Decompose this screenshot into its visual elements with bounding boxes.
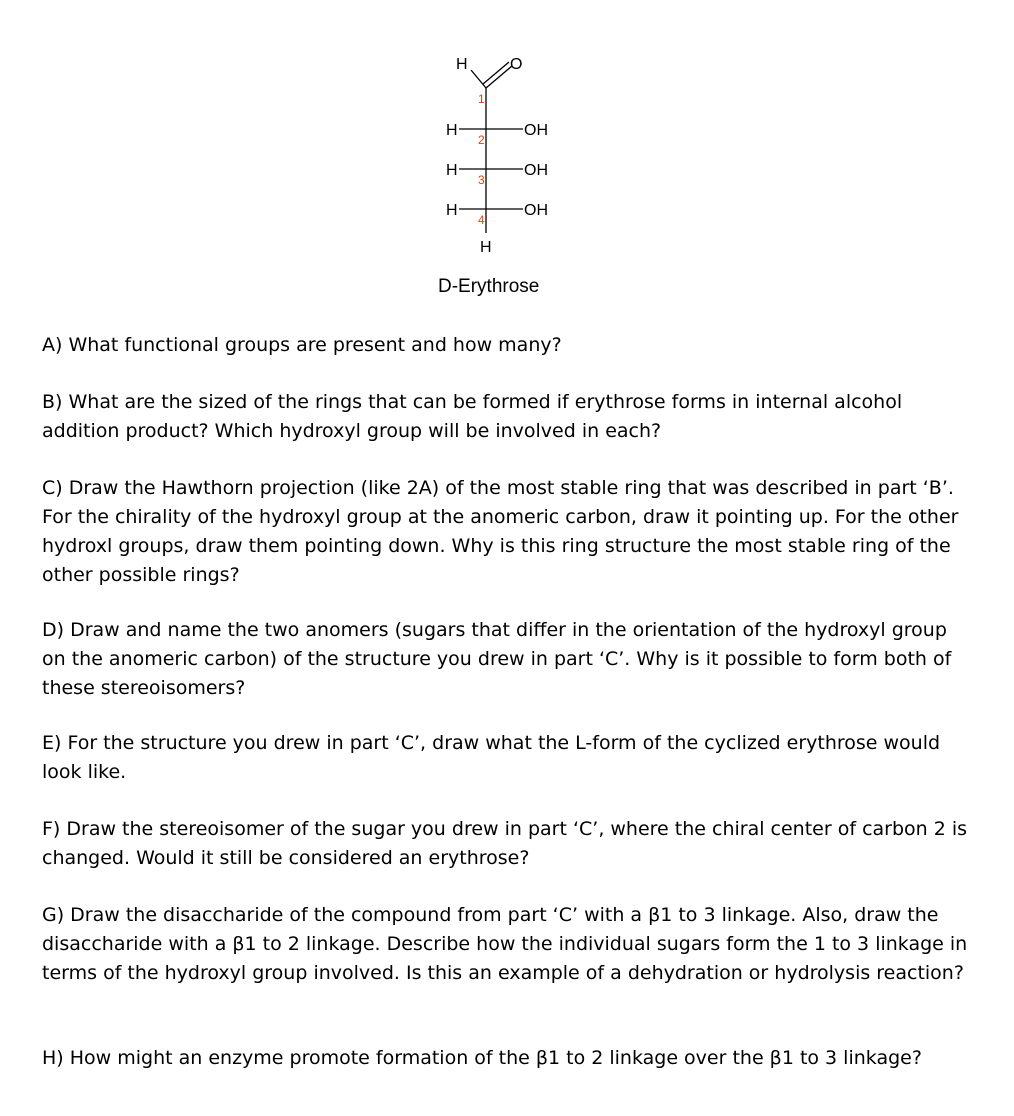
structure-bonds: [459, 62, 523, 233]
c4-h-label: H: [446, 202, 458, 219]
carbon-number-4: 4: [478, 213, 485, 227]
carbon-number-2: 2: [478, 133, 485, 147]
question-h: H) How might an enzyme promote formation of the β1 to 2 linkage over the β1 to 3 linkage?: [42, 1047, 922, 1069]
carbon-number-3: 3: [478, 173, 485, 187]
question-d: D) Draw and name the two anomers (sugars that differ in the orientation of the hydroxyl group on the anomeric carbon) of the structure you drew in part ‘C’. Why is it possible to form both of these stereoisomers?: [42, 619, 952, 699]
c2-h-label: H: [446, 122, 458, 139]
carbon-number-1: 1: [478, 92, 485, 106]
aldehyde-h-label: H: [456, 56, 468, 73]
question-g: G) Draw the disaccharide of the compound from part ‘C’ with a β1 to 3 linkage. Also, draw the disaccharide with a β1 to 2 linkage. Describe how the individual sugars form the 1 to 3 linkage in terms of the hydroxyl group involved. Is this an example of a dehydration or hydrolysis reaction?: [42, 904, 968, 984]
bottom-h-label: H: [480, 239, 492, 256]
aldehyde-o-label: O: [510, 56, 523, 73]
bond-c1-h: [471, 70, 486, 88]
erythrose-fischer-projection: [0, 0, 600, 270]
c2-oh-label: OH: [524, 122, 548, 139]
question-b: B) What are the sized of the rings that can be formed if erythrose forms in internal alcohol addition product? Which hydroxyl group will be involved in each?: [42, 391, 903, 442]
c3-oh-label: OH: [524, 162, 548, 179]
bond-c1-o-b: [483, 62, 509, 84]
compound-name: D-Erythrose: [438, 276, 540, 297]
question-e: E) For the structure you drew in part ‘C’, draw what the L-form of the cyclized erythrose would look like.: [42, 732, 941, 783]
question-c: C) Draw the Hawthorn projection (like 2A) of the most stable ring that was described in part ‘B’. For the chirality of the hydroxyl group at the anomeric carbon, draw it pointing up. For the other hydroxl groups, draw them pointing down. Why is this ring structure the most stable ring of the other possible rings?: [42, 477, 959, 586]
bond-c1-o-a: [486, 66, 512, 88]
question-a: A) What functional groups are present and how many?: [42, 334, 562, 356]
c4-oh-label: OH: [524, 202, 548, 219]
c3-h-label: H: [446, 162, 458, 179]
question-f: F) Draw the stereoisomer of the sugar you drew in part ‘C’, where the chiral center of carbon 2 is changed. Would it still be considered an erythrose?: [42, 818, 968, 869]
